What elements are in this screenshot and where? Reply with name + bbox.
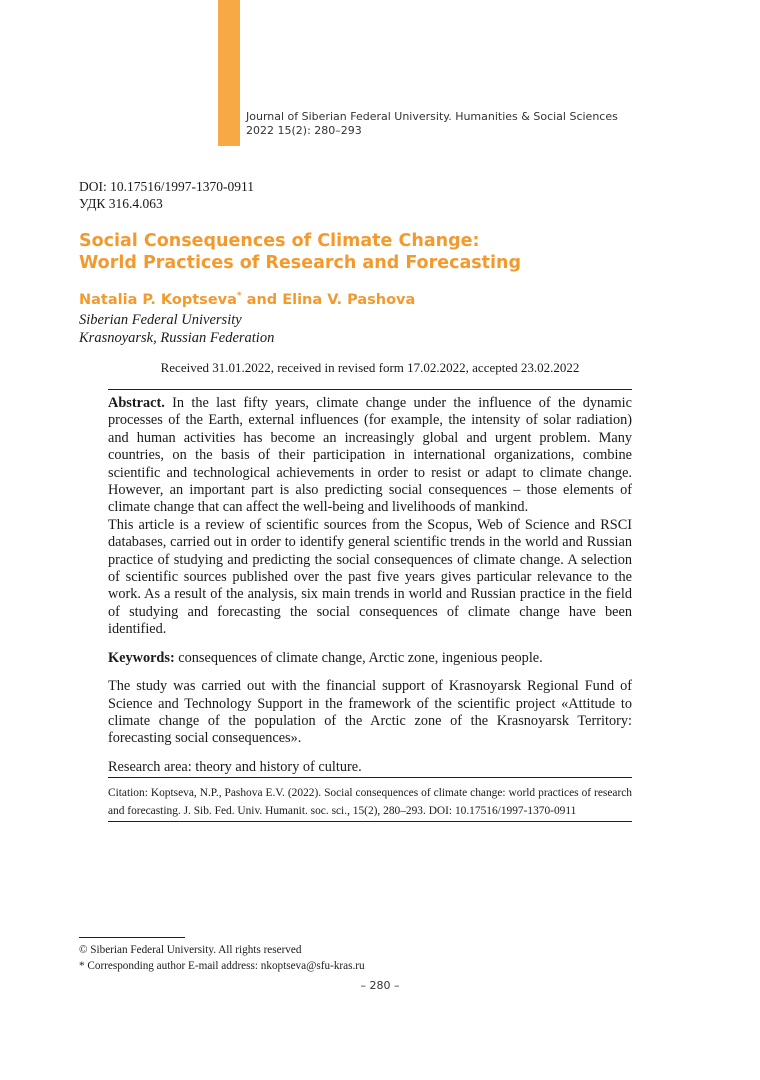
udk: УДК 316.4.063 xyxy=(79,196,163,211)
received-dates: Received 31.01.2022, received in revised form 17.02.2022, accepted 23.02.2022 xyxy=(160,360,580,375)
title-line-2: World Practices of Research and Forecasting xyxy=(79,253,522,273)
divider-citation-top xyxy=(108,777,632,778)
journal-header xyxy=(246,110,618,138)
copyright-note: © Siberian Federal University. All rights reserved xyxy=(79,944,302,956)
research-area: Research area: theory and history of culture. xyxy=(108,758,362,775)
keywords-text: consequences of climate change, Arctic zone, ingenious people. xyxy=(174,649,543,666)
page-number: – 280 – xyxy=(360,979,400,992)
abstract-paragraph-2: This article is a review of scientific sources from the Scopus, Web of Science and RSCI databases, carried out in order to identify general scientific trends in the world and Russian practice of studying and predicting the social consequences of climate change. A selection of scientific sources published over the past five years gives particular relevance to the work. As a result of the analysis, six main trends in world and Russian practice in the field of studying and forecasting the social consequences of climate change have been identified. xyxy=(108,516,632,638)
affiliation xyxy=(79,311,274,347)
divider-top xyxy=(108,389,632,390)
keywords-label: Keywords: xyxy=(108,649,175,666)
corresponding-author-note: * Corresponding author E-mail address: nkoptseva@sfu-kras.ru xyxy=(79,959,365,972)
author-koptseva: Natalia P. Koptseva xyxy=(79,291,237,308)
article-identifiers xyxy=(79,178,254,212)
article-title xyxy=(79,230,679,274)
article-body xyxy=(108,395,632,776)
journal-accent-bar xyxy=(218,0,240,146)
affiliation-university: Siberian Federal University xyxy=(79,312,242,328)
footnote-rule xyxy=(79,937,185,938)
abstract-label: Abstract. xyxy=(108,395,165,411)
citation: Citation: Koptseva, N.P., Pashova E.V. (2022). Social consequences of climate change: world practices of research and forecasting. J. Sib. Fed. Univ. Humanit. soc. sci., 15(2), 280–293. DOI: 10.17516/1997-1370-0911 xyxy=(108,787,632,817)
authors xyxy=(79,291,415,308)
title-line-1: Social Consequences of Climate Change: xyxy=(79,231,480,251)
doi: DOI: 10.17516/1997-1370-0911 xyxy=(79,179,254,194)
journal-issue: 2022 15(2): 280–293 xyxy=(246,124,362,137)
keywords xyxy=(108,650,632,667)
funding-statement: The study was carried out with the financial support of Krasnoyarsk Regional Fund of Science and Technology Support in the framework of the scientific project «Attitude to climate change of the population of the Arctic zone of the Krasnoyarsk Territory: forecasting social consequences». xyxy=(108,678,632,747)
divider-citation-bottom xyxy=(108,821,632,822)
affiliation-location: Krasnoyarsk, Russian Federation xyxy=(79,330,275,346)
journal-name: Journal of Siberian Federal University. Humanities & Social Sciences xyxy=(246,110,618,123)
corresponding-mark: * xyxy=(236,291,242,301)
author-pashova: and Elina V. Pashova xyxy=(241,291,416,308)
abstract-paragraph-1 xyxy=(108,395,632,517)
footnotes xyxy=(79,943,365,974)
abstract-text-1: In the last fifty years, climate change under the influence of the dynamic processes of the Earth, external influences (for example, the intensity of solar radiation) and human activities has become an increasingly global and urgent problem. Many countries, on the basis of their participation in international organizations, combine scientific and technological achievements in order to resist or adapt to climate change. However, an important part is also predicting social consequences – those elements of climate change that can affect the well-being and livelihoods of mankind. xyxy=(108,395,632,516)
